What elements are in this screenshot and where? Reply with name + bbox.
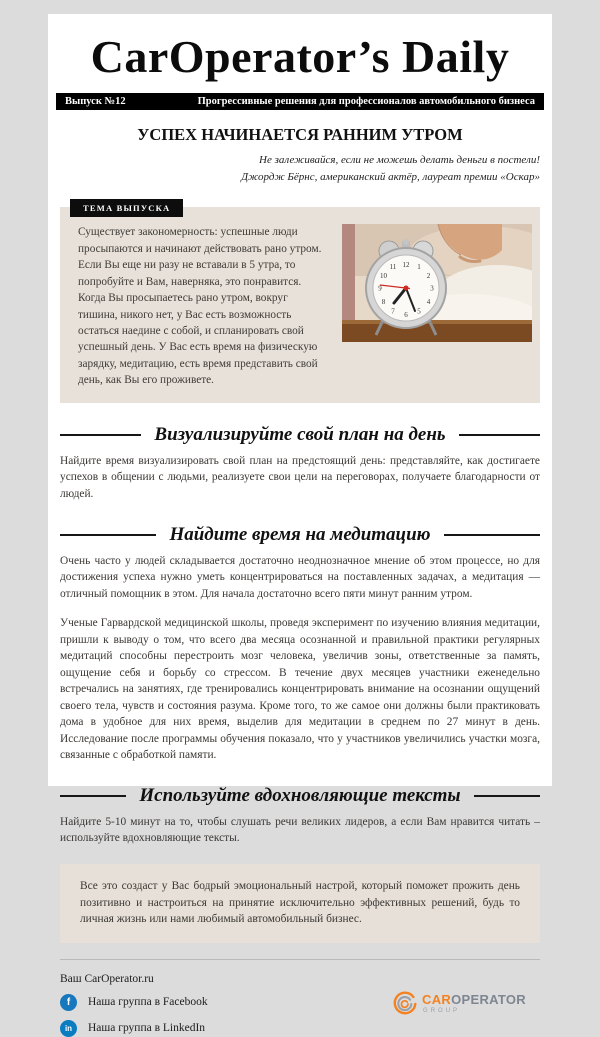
- paragraph: Найдите 5-10 минут на то, чтобы слушать речи великих лидеров, а если Вам нравится читать – используйте вдохновляющие тексты.: [60, 815, 540, 845]
- linkedin-link-label: Наша группа в LinkedIn: [88, 1022, 206, 1035]
- svg-text:8: 8: [381, 298, 386, 307]
- svg-text:11: 11: [389, 263, 397, 272]
- svg-text:6: 6: [404, 311, 408, 320]
- svg-text:3: 3: [430, 284, 434, 293]
- issue-bar: [56, 93, 544, 110]
- facebook-icon: f: [60, 994, 77, 1011]
- heading-rule-left: [60, 534, 156, 536]
- svg-text:7: 7: [391, 307, 395, 316]
- site-name: Ваш CarOperator.ru: [60, 972, 154, 985]
- quote-attribution: Джордж Бёрнс, американский актёр, лауреат премии «Оскар»: [241, 171, 540, 184]
- quote-text: Не залеживайся, если не можешь делать деньги в постели!: [259, 154, 540, 166]
- footer: [60, 959, 540, 1037]
- logo-text-group: GROUP: [423, 1008, 461, 1015]
- issue-tagline: Прогрессивные решения для профессионалов автомобильного бизнеса: [197, 96, 535, 107]
- heading-rule-left: [60, 434, 141, 436]
- facebook-link[interactable]: [60, 994, 208, 1011]
- heading-rule-right: [444, 534, 540, 536]
- epigraph-quote: [56, 152, 544, 186]
- section-heading-meditation: Найдите время на медитацию: [60, 524, 540, 546]
- heading-rule-left: [60, 795, 126, 797]
- newsletter-page: [48, 14, 552, 1035]
- svg-text:10: 10: [380, 272, 387, 281]
- logo-text-car: CAR: [422, 992, 452, 1008]
- article-title: УСПЕХ НАЧИНАЕТСЯ РАННИМ УТРОМ: [137, 125, 463, 144]
- svg-text:5: 5: [417, 307, 421, 316]
- facebook-link-label: Наша группа в Facebook: [88, 996, 208, 1009]
- alarm-clock-photo: [342, 224, 532, 342]
- section-heading-visualize: Визуализируйте свой план на день: [60, 424, 540, 446]
- logo-swirl-icon: [391, 990, 419, 1018]
- paragraph: Ученые Гарвардской медицинской школы, проведя эксперимент по изучению влияния медитации, пришли к выводу о том, что всего два месяца осознанной и правильной практики регулярных медитаций способны перестроить мозг человека, увеличив зоны, ответственные за память, ощущение себя и борьбу со стрессом. В течение двух месяцев участники еженедельно встречались на занятиях, где тренировались концентрировать внимание на осознании ощущений своего тела, чувств и состояния разума. Кроме того, то же самое они должны были практиковать дома в удобное для них время, выделив для медитации в среднем по 27 минут в день. Исследование после программы обучения показало, что у участников увеличились участки мозга, связанные с обработкой памяти.: [60, 617, 540, 762]
- caroperator-group-logo: [391, 990, 526, 1018]
- linkedin-link[interactable]: [60, 1020, 205, 1037]
- logo-text-operator: OPERATOR: [451, 992, 526, 1008]
- masthead-title: CarOperator’s Daily: [90, 31, 510, 82]
- issue-number: Выпуск №12: [65, 96, 126, 107]
- topic-label-badge: ТЕМА ВЫПУСКА: [70, 199, 183, 217]
- paragraph: Найдите время визуализировать свой план на предстоящий день: представляйте, как достигаете успехов в общении с людьми, реализуете свои цели на переговорах, получаете благодарности от людей.: [60, 454, 540, 500]
- heading-rule-right: [459, 434, 540, 436]
- section-heading-inspiring-texts: Используйте вдохновляющие тексты: [60, 785, 540, 807]
- svg-text:12: 12: [402, 261, 410, 270]
- summary-text: Все это создаст у Вас бодрый эмоциональный настрой, который поможет прожить день позитивно и настроиться на принятие исключительно эффективных решений, будь то личная жизнь или нами любимый автомобильный бизнес.: [80, 879, 520, 926]
- svg-text:2: 2: [426, 272, 431, 281]
- svg-text:4: 4: [426, 298, 431, 307]
- heading-rule-right: [474, 795, 540, 797]
- summary-box: [60, 864, 540, 943]
- svg-text:1: 1: [417, 263, 421, 272]
- linkedin-icon: in: [60, 1020, 77, 1037]
- topic-of-issue-box: [60, 203, 540, 403]
- topic-text: Существует закономерность: успешные люди просыпаются и начинают действовать рано утром. Если Вы еще ни разу не вставали в 5 утра, то попробуйте и Вам, наверняка, это понравится. Когда Вы просыпаетесь рано утром, вокруг тишина, никого нет, у Вас есть возможность остаться наедине с собой, и спланировать свой успешный день. У Вас есть время на физическую зарядку, медитацию, есть время представить свой день, как Вы его проживете.: [78, 226, 322, 387]
- svg-text:9: 9: [378, 284, 382, 293]
- paragraph: Очень часто у людей складывается достаточно неоднозначное мнение об этом процессе, но для достижения успеха нужно уметь концентрироваться на поставленных задачах, а медитация — отличный помощник в этом. Для начала достаточно всего пяти минут ранним утром.: [60, 554, 540, 600]
